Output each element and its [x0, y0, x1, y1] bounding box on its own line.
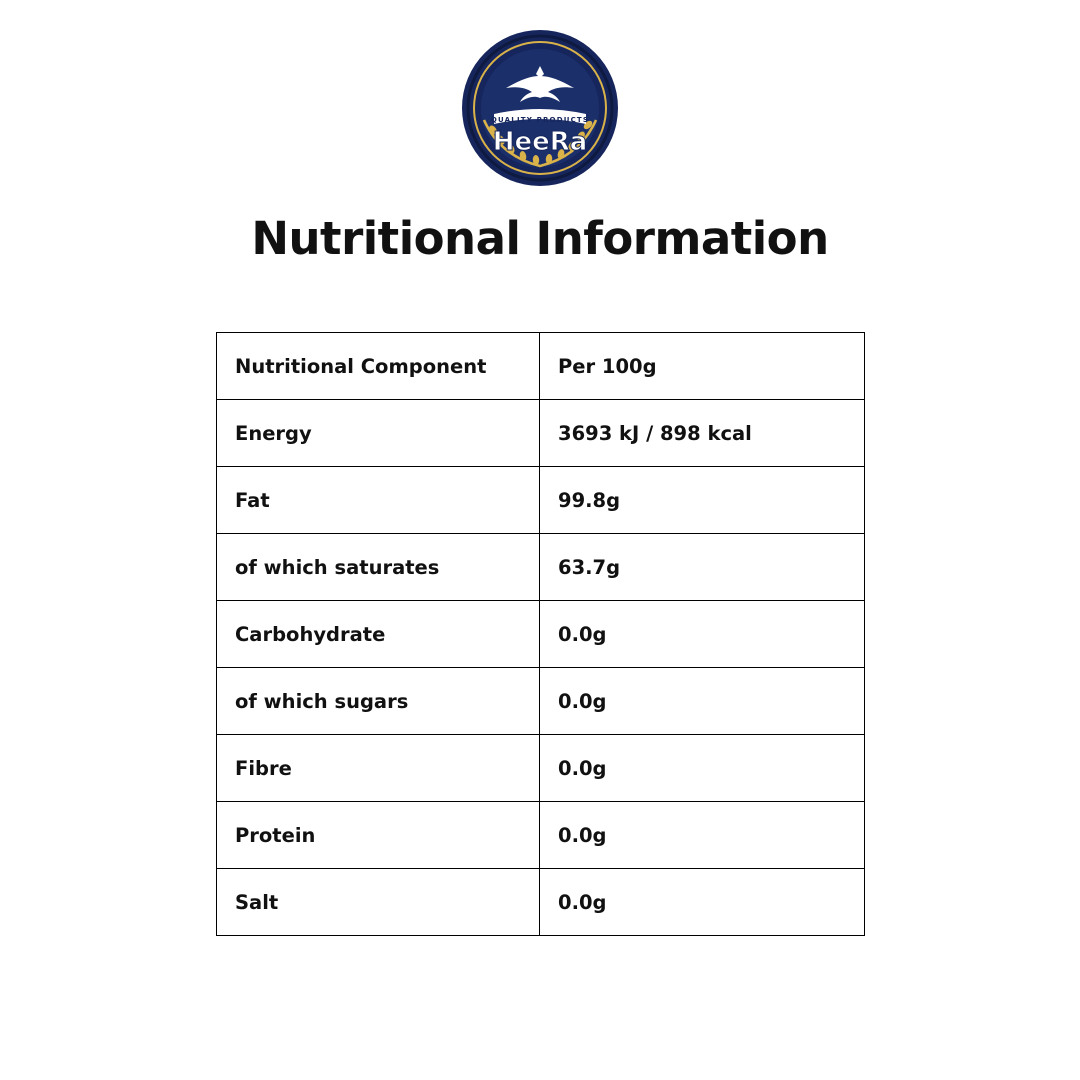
row-label-sugars: of which sugars — [217, 668, 540, 735]
table-row — [217, 802, 865, 869]
table-row — [217, 601, 865, 668]
row-value-salt: 0.0g — [540, 869, 865, 936]
nutrition-table-wrapper — [216, 332, 864, 936]
row-label-energy: Energy — [217, 400, 540, 467]
brand-logo — [460, 28, 620, 188]
table-row — [217, 869, 865, 936]
table-row — [217, 735, 865, 802]
row-label-fibre: Fibre — [217, 735, 540, 802]
row-label-carbohydrate: Carbohydrate — [217, 601, 540, 668]
row-label-fat: Fat — [217, 467, 540, 534]
table-header-per100g: Per 100g — [540, 333, 865, 400]
page-title: Nutritional Information — [251, 212, 829, 265]
table-row — [217, 400, 865, 467]
row-value-protein: 0.0g — [540, 802, 865, 869]
table-header-component: Nutritional Component — [217, 333, 540, 400]
row-value-sugars: 0.0g — [540, 668, 865, 735]
table-header-row — [217, 333, 865, 400]
svg-text:QUALITY PRODUCTS: QUALITY PRODUCTS — [490, 116, 590, 124]
row-value-fat: 99.8g — [540, 467, 865, 534]
table-row — [217, 467, 865, 534]
table-row — [217, 534, 865, 601]
row-label-saturates: of which saturates — [217, 534, 540, 601]
svg-text:HeeRa: HeeRa — [492, 127, 588, 157]
row-label-salt: Salt — [217, 869, 540, 936]
row-value-carbohydrate: 0.0g — [540, 601, 865, 668]
table-row — [217, 668, 865, 735]
row-value-energy: 3693 kJ / 898 kcal — [540, 400, 865, 467]
row-value-fibre: 0.0g — [540, 735, 865, 802]
row-label-protein: Protein — [217, 802, 540, 869]
heera-logo-icon — [460, 28, 620, 188]
nutrition-table — [216, 332, 865, 936]
row-value-saturates: 63.7g — [540, 534, 865, 601]
